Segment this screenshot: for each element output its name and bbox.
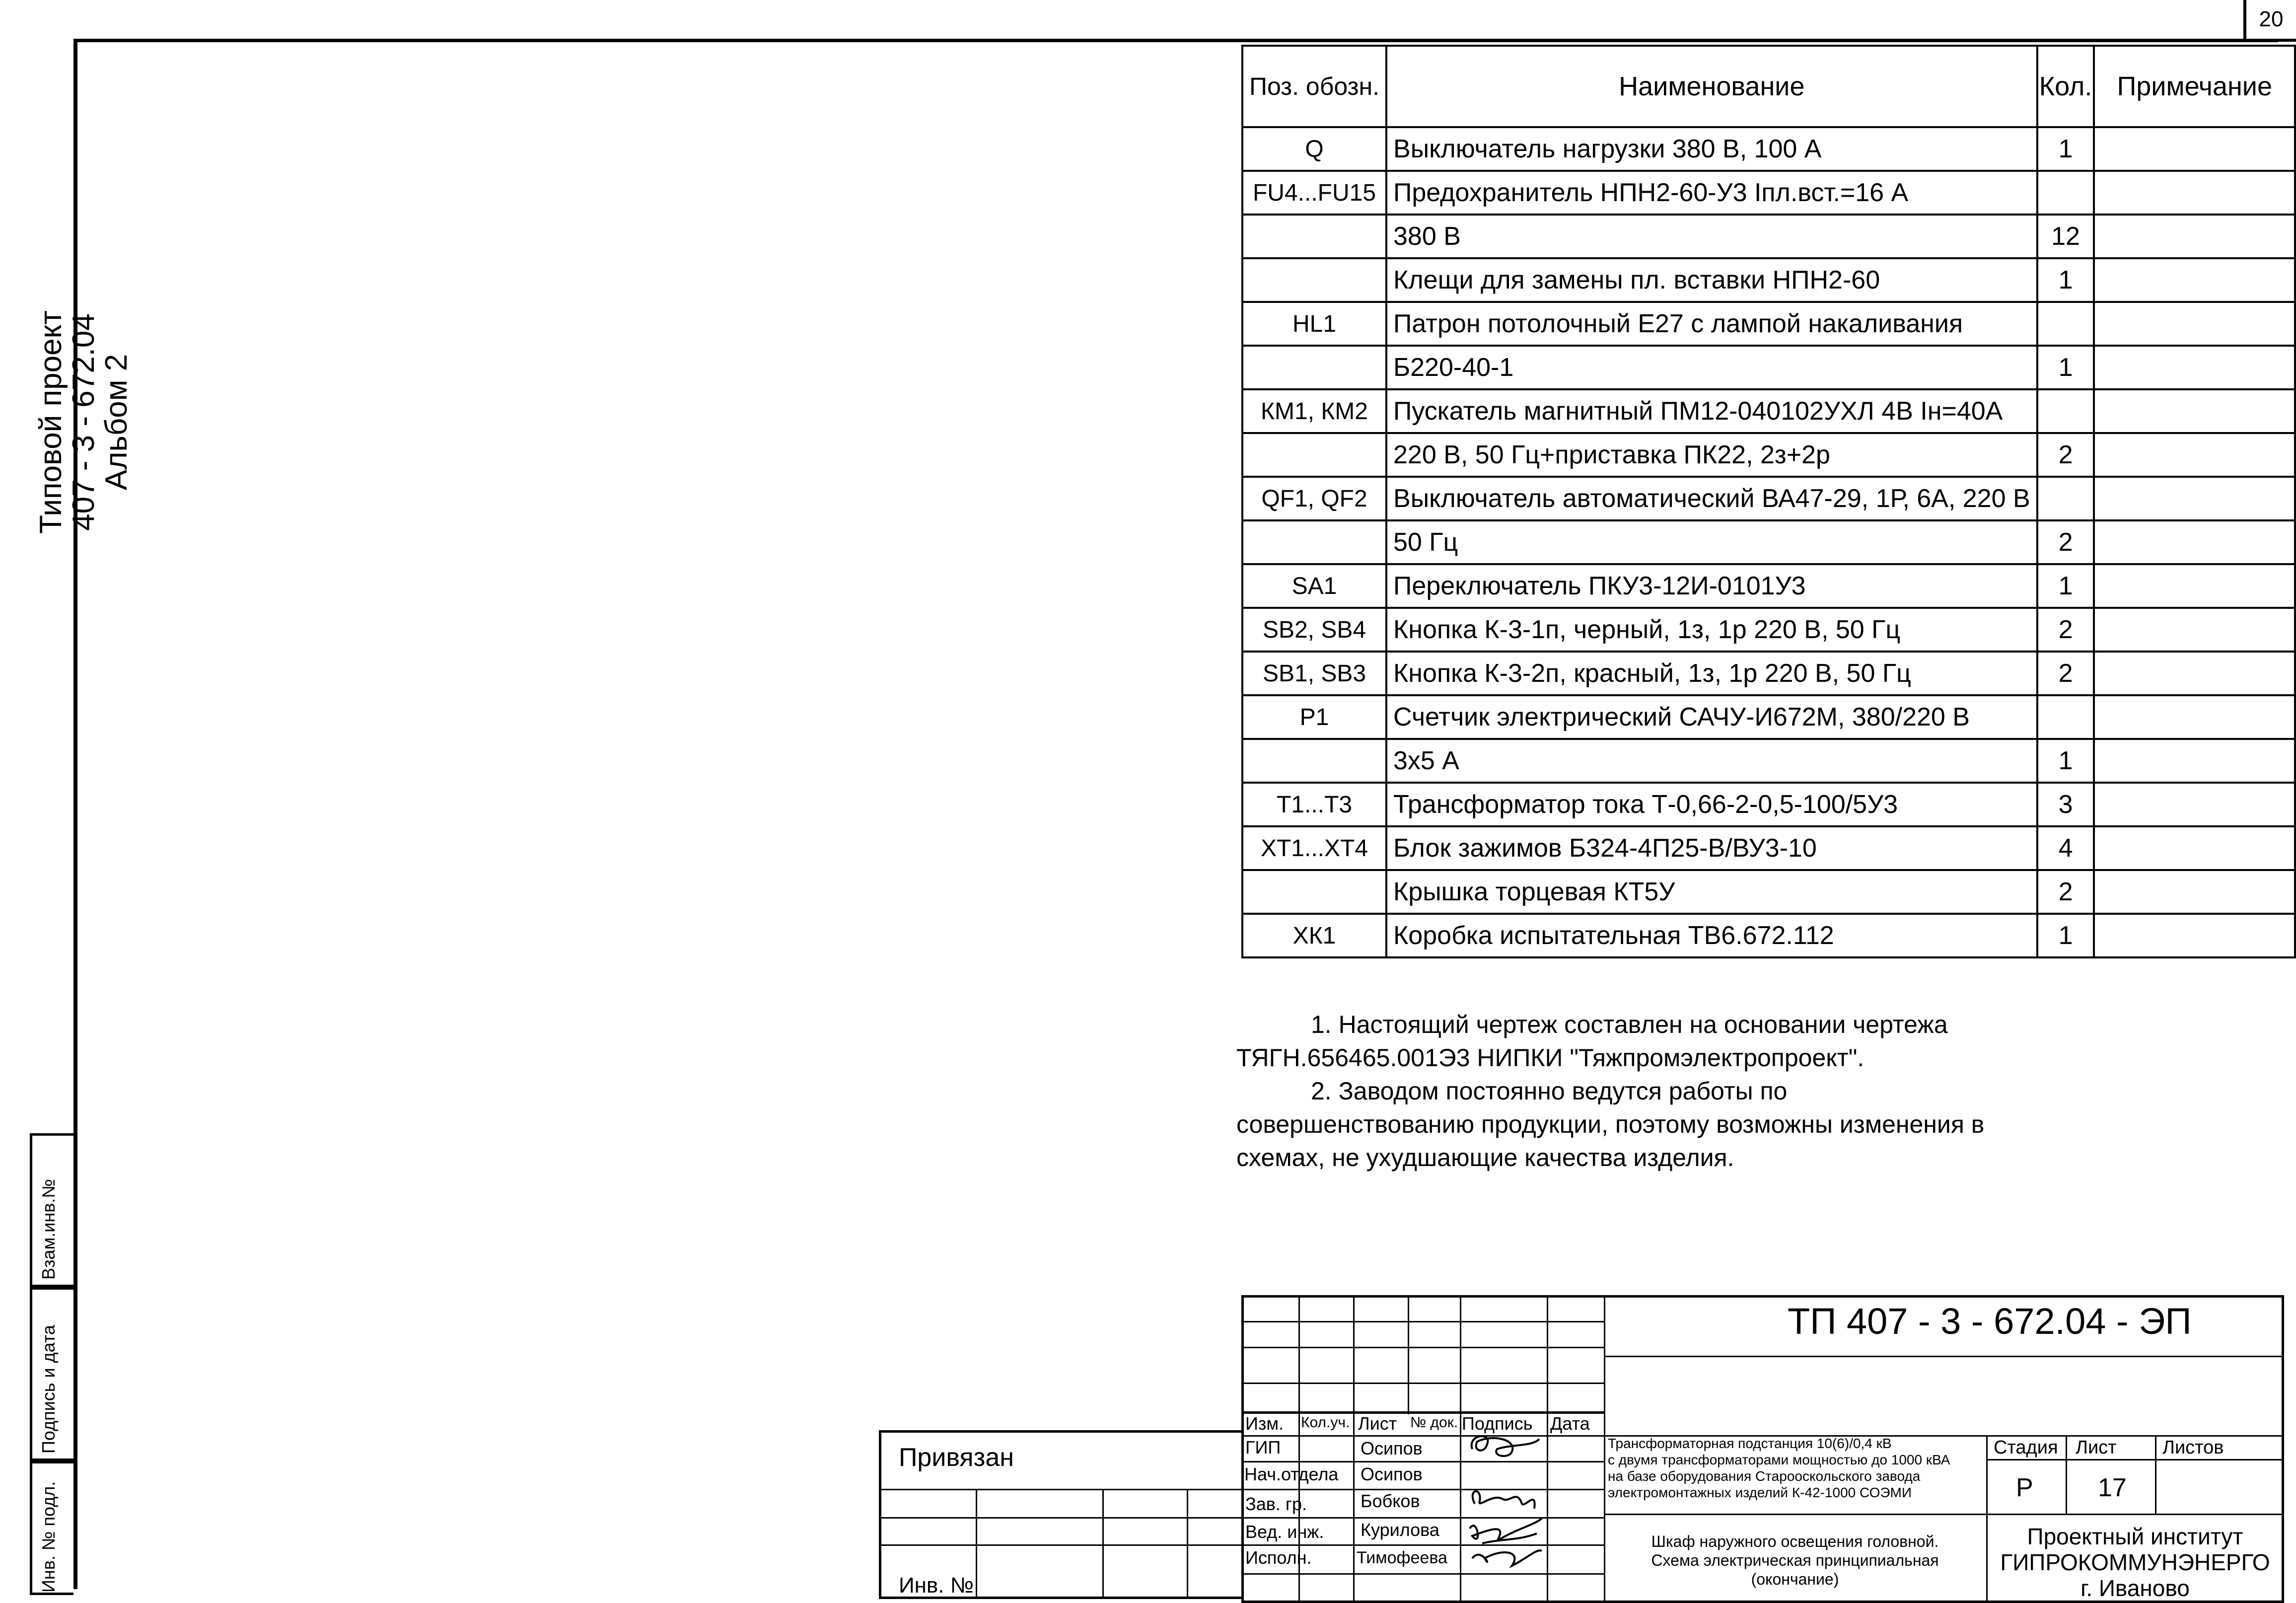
tb-hline-r3 (1241, 1489, 1604, 1490)
spec-row-note (2094, 826, 2295, 870)
privyazan-label: Привязан (899, 1443, 1014, 1472)
spec-row-pos: ХТ1...ХТ4 (1242, 826, 1386, 870)
spec-row-name: Пускатель магнитный ПМ12-040102УХЛ 4В Iн=40А (1386, 389, 2037, 433)
spec-row-name: 3х5 А (1386, 739, 2037, 783)
role-4: Вед. инж. (1245, 1522, 1324, 1542)
spec-row-qty: 3 (2037, 783, 2094, 826)
tb-hline-r5 (1241, 1544, 1604, 1546)
role-5: Исполн. (1245, 1547, 1312, 1568)
spec-row-name: Выключатель нагрузки 380 В, 100 А (1386, 127, 2037, 171)
spec-row-name: 380 В (1386, 215, 2037, 258)
album-code (35, 308, 133, 536)
tb-vline-date (1547, 1295, 1548, 1603)
spec-row-qty: 1 (2037, 739, 2094, 783)
spec-row-name: Б220-40-1 (1386, 346, 2037, 389)
privyazan-line-3 (879, 1544, 1244, 1546)
hdr-kol: Кол.уч. (1301, 1414, 1350, 1431)
tb-hline-2 (1241, 1347, 1604, 1348)
spec-row-note (2094, 608, 2295, 652)
frame-top-line (73, 39, 2278, 42)
spec-row-qty: 2 (2037, 870, 2094, 914)
spec-row-note (2094, 302, 2295, 346)
spec-row-qty (2037, 171, 2094, 215)
spec-row-name: 50 Гц (1386, 520, 2037, 564)
spec-row-name: Клещи для замены пл. вставки НПН2-60 (1386, 258, 2037, 302)
spec-row (1242, 171, 2295, 215)
sheet-label: Лист (2076, 1437, 2117, 1458)
spec-row-qty (2037, 302, 2094, 346)
role-1: ГИП (1245, 1437, 1281, 1457)
object-line-4: электромонтажных изделий К-42-1000 СОЭМИ (1608, 1485, 1912, 1500)
object-text (1608, 1435, 1985, 1501)
note-1-line-1: 1. Настоящий чертеж составлен на основании чертежа (1311, 1011, 1948, 1038)
spec-row (1242, 652, 2295, 695)
spec-row-pos: FU4...FU15 (1242, 171, 1386, 215)
spec-row-qty: 2 (2037, 520, 2094, 564)
stamp-replace-inv (30, 1133, 73, 1287)
spec-row-pos: HL1 (1242, 302, 1386, 346)
role-2: Нач.отдела (1244, 1464, 1339, 1484)
spec-row-note (2094, 783, 2295, 826)
privyazan-line-2 (879, 1517, 1244, 1519)
stamp-replace-inv-label: Взам.инв.№ (38, 1178, 59, 1280)
spec-row-name: Блок зажимов Б324-4П25-В/ВУ3-10 (1386, 826, 2037, 870)
spec-row (1242, 739, 2295, 783)
tb-hline-3 (1241, 1383, 1604, 1384)
name-5: Тимофеева (1357, 1548, 1447, 1567)
spec-row-name: Предохранитель НПН2-60-У3 Iпл.вст.=16 А (1386, 171, 2037, 215)
spec-row-name: 220 В, 50 Гц+приставка ПК22, 2з+2р (1386, 433, 2037, 477)
spec-header-row (1242, 46, 2295, 127)
spec-row-qty (2037, 389, 2094, 433)
spec-row-name: Кнопка К-3-1п, черный, 1з, 1р 220 В, 50 Гц (1386, 608, 2037, 652)
note-2-line-2: совершенствованию продукции, поэтому возможны изменения в (1236, 1110, 1985, 1138)
tb-hline-code (1604, 1356, 2284, 1357)
spec-row (1242, 608, 2295, 652)
spec-row-pos: ХК1 (1242, 914, 1386, 957)
hdr-izm: Изм. (1245, 1413, 1284, 1434)
spec-row-pos: Q (1242, 127, 1386, 171)
sheet-title-line-2: Схема электрическая принципиальная (1651, 1551, 1939, 1569)
spec-row-pos: QF1, QF2 (1242, 477, 1386, 520)
spec-row-name: Коробка испытательная ТВ6.672.112 (1386, 914, 2037, 957)
spec-row-name: Переключатель ПКУ3-12И-0101У3 (1386, 564, 2037, 608)
tb-vline-name (1353, 1414, 1355, 1603)
hdr-data: Дата (1550, 1413, 1590, 1434)
spec-row (1242, 783, 2295, 826)
sheets-label: Листов (2162, 1437, 2224, 1458)
spec-row-name: Кнопка К-3-2п, красный, 1з, 1р 220 В, 50 Гц (1386, 652, 2037, 695)
spec-row-name: Крышка торцевая КТ5У (1386, 870, 2037, 914)
spec-row (1242, 564, 2295, 608)
hdr-ndoc: № док. (1410, 1414, 1458, 1431)
spec-row-pos: SA1 (1242, 564, 1386, 608)
tb-hline-header (1241, 1411, 1604, 1414)
album-line-2: 407 - 3 - 672.04 (67, 313, 101, 531)
col-header-name: Наименование (1386, 46, 2037, 127)
spec-row-pos: КМ1, КМ2 (1242, 389, 1386, 433)
spec-row (1242, 258, 2295, 302)
spec-row-pos: SB1, SB3 (1242, 652, 1386, 695)
spec-row-note (2094, 914, 2295, 957)
spec-row-qty: 12 (2037, 215, 2094, 258)
spec-row-note (2094, 564, 2295, 608)
tb-hline-r2 (1241, 1461, 1604, 1462)
spec-row-pos (1242, 258, 1386, 302)
page-number: 20 (2243, 0, 2296, 42)
object-line-2: с двумя трансформаторами мощностью до 1000 кВА (1608, 1452, 1950, 1467)
spec-row-note (2094, 870, 2295, 914)
privyazan-vline-2 (1102, 1489, 1104, 1599)
tb-vline-list (1408, 1295, 1409, 1414)
spec-row (1242, 433, 2295, 477)
spec-row-pos (1242, 870, 1386, 914)
spec-row-note (2094, 739, 2295, 783)
col-header-note: Примечание (2094, 46, 2295, 127)
note-2-line-3: схемах, не ухудшающие качества изделия. (1236, 1144, 1734, 1171)
stage-value: Р (2016, 1473, 2033, 1502)
spec-row-qty (2037, 695, 2094, 739)
spec-row-pos: SB2, SB4 (1242, 608, 1386, 652)
spec-row-note (2094, 171, 2295, 215)
tb-vline-stage-sheet (2066, 1435, 2067, 1514)
name-2: Осипов (1361, 1464, 1423, 1484)
sheet-title (1605, 1532, 1985, 1589)
tb-hline-stage-header (1986, 1459, 2284, 1460)
spec-row-pos (1242, 520, 1386, 564)
privyazan-vline-3 (1187, 1489, 1188, 1599)
col-header-qty: Кол. (2037, 46, 2094, 127)
spec-row-note (2094, 695, 2295, 739)
org-block (1987, 1524, 2283, 1601)
spec-row-note (2094, 127, 2295, 171)
tb-hline-r4 (1241, 1517, 1604, 1519)
org-line-1: Проектный институт (2027, 1524, 2243, 1549)
note-1-line-2: ТЯГН.656465.001Э3 НИПКИ "Тяжпромэлектропроект". (1236, 1044, 1865, 1072)
stamp-sign-date (30, 1287, 73, 1461)
org-line-2: ГИПРОКОММУНЭНЕРГО (2000, 1549, 2270, 1575)
tb-hline-r1 (1241, 1435, 1604, 1437)
spec-row (1242, 302, 2295, 346)
spec-row (1242, 477, 2295, 520)
spec-row-name: Счетчик электрический САЧУ-И672М, 380/220 В (1386, 695, 2037, 739)
spec-row-name: Выключатель автоматический ВА47-29, 1Р, 6А, 220 В (1386, 477, 2037, 520)
privyazan-line-1 (879, 1489, 1244, 1490)
tb-hline-title (1604, 1514, 2284, 1515)
sheet-title-line-3: (окончание) (1751, 1570, 1839, 1588)
spec-row-note (2094, 652, 2295, 695)
spec-row-name: Патрон потолочный Е27 с лампой накаливания (1386, 302, 2037, 346)
name-1: Осипов (1361, 1438, 1423, 1458)
stamp-inv-orig-label: Инв. № подл. (38, 1481, 59, 1593)
spec-row (1242, 389, 2295, 433)
album-line-1: Типовой проект (34, 310, 68, 534)
tb-vline-sign (1460, 1295, 1461, 1603)
spec-row (1242, 826, 2295, 870)
spec-row-note (2094, 477, 2295, 520)
tb-vline-kol (1353, 1295, 1355, 1414)
spec-row (1242, 127, 2295, 171)
spec-row-qty: 1 (2037, 127, 2094, 171)
spec-row-pos (1242, 346, 1386, 389)
tb-hline-1 (1241, 1321, 1604, 1322)
signatures-graphic (1462, 1429, 1547, 1573)
spec-row (1242, 346, 2295, 389)
stage-label: Стадия (1994, 1437, 2058, 1458)
spec-row-note (2094, 215, 2295, 258)
object-line-3: на базе оборудования Старооскольского завода (1608, 1468, 1921, 1484)
object-line-1: Трансформаторная подстанция 10(6)/0,4 кВ (1608, 1436, 1892, 1451)
hdr-list: Лист (1358, 1413, 1397, 1434)
inv-no-label: Инв. № (899, 1573, 974, 1598)
spec-row (1242, 215, 2295, 258)
spec-row (1242, 914, 2295, 957)
spec-row-qty: 2 (2037, 608, 2094, 652)
spec-row-qty: 4 (2037, 826, 2094, 870)
spec-row (1242, 870, 2295, 914)
spec-row-qty: 1 (2037, 346, 2094, 389)
spec-row-pos (1242, 215, 1386, 258)
stamp-sign-date-label: Подпись и дата (38, 1325, 59, 1454)
role-3: Зав. гр. (1245, 1494, 1307, 1514)
notes (1236, 1008, 2031, 1174)
spec-row-note (2094, 346, 2295, 389)
spec-row-qty (2037, 477, 2094, 520)
name-3: Бобков (1361, 1491, 1420, 1511)
spec-row-name: Трансформатор тока Т-0,66-2-0,5-100/5У3 (1386, 783, 2037, 826)
name-4: Курилова (1361, 1520, 1439, 1540)
spec-row-note (2094, 520, 2295, 564)
spec-row-pos (1242, 739, 1386, 783)
spec-row-pos: Р1 (1242, 695, 1386, 739)
spec-row-note (2094, 258, 2295, 302)
spec-table (1241, 45, 2296, 958)
spec-row-qty: 2 (2037, 433, 2094, 477)
spec-row-note (2094, 433, 2295, 477)
spec-row-qty: 1 (2037, 258, 2094, 302)
col-header-pos: Поз. обозн. (1242, 46, 1386, 127)
spec-row-pos: Т1...Т3 (1242, 783, 1386, 826)
org-line-3: г. Иваново (2081, 1575, 2190, 1601)
spec-body (1242, 127, 2295, 957)
spec-row-qty: 1 (2037, 564, 2094, 608)
spec-row-qty: 2 (2037, 652, 2094, 695)
hdr-podpis: Подпись (1462, 1413, 1533, 1434)
spec-row-qty: 1 (2037, 914, 2094, 957)
stamp-inv-orig (30, 1461, 73, 1595)
spec-row-pos (1242, 433, 1386, 477)
sheet-value: 17 (2098, 1473, 2127, 1502)
spec-row (1242, 695, 2295, 739)
spec-row-note (2094, 389, 2295, 433)
doc-code: ТП 407 - 3 - 672.04 - ЭП (1788, 1301, 2192, 1342)
sheet-title-line-1: Шкаф наружного освещения головной. (1651, 1532, 1939, 1550)
note-2-line-1: 2. Заводом постоянно ведутся работы по (1311, 1077, 1788, 1105)
tb-hline-r6 (1241, 1573, 1604, 1575)
frame-left-line (73, 40, 77, 1589)
tb-vline-sheet-sheets (2155, 1435, 2156, 1514)
privyazan-vline-1 (976, 1489, 977, 1599)
album-line-3: Альбом 2 (99, 354, 134, 491)
spec-row (1242, 520, 2295, 564)
